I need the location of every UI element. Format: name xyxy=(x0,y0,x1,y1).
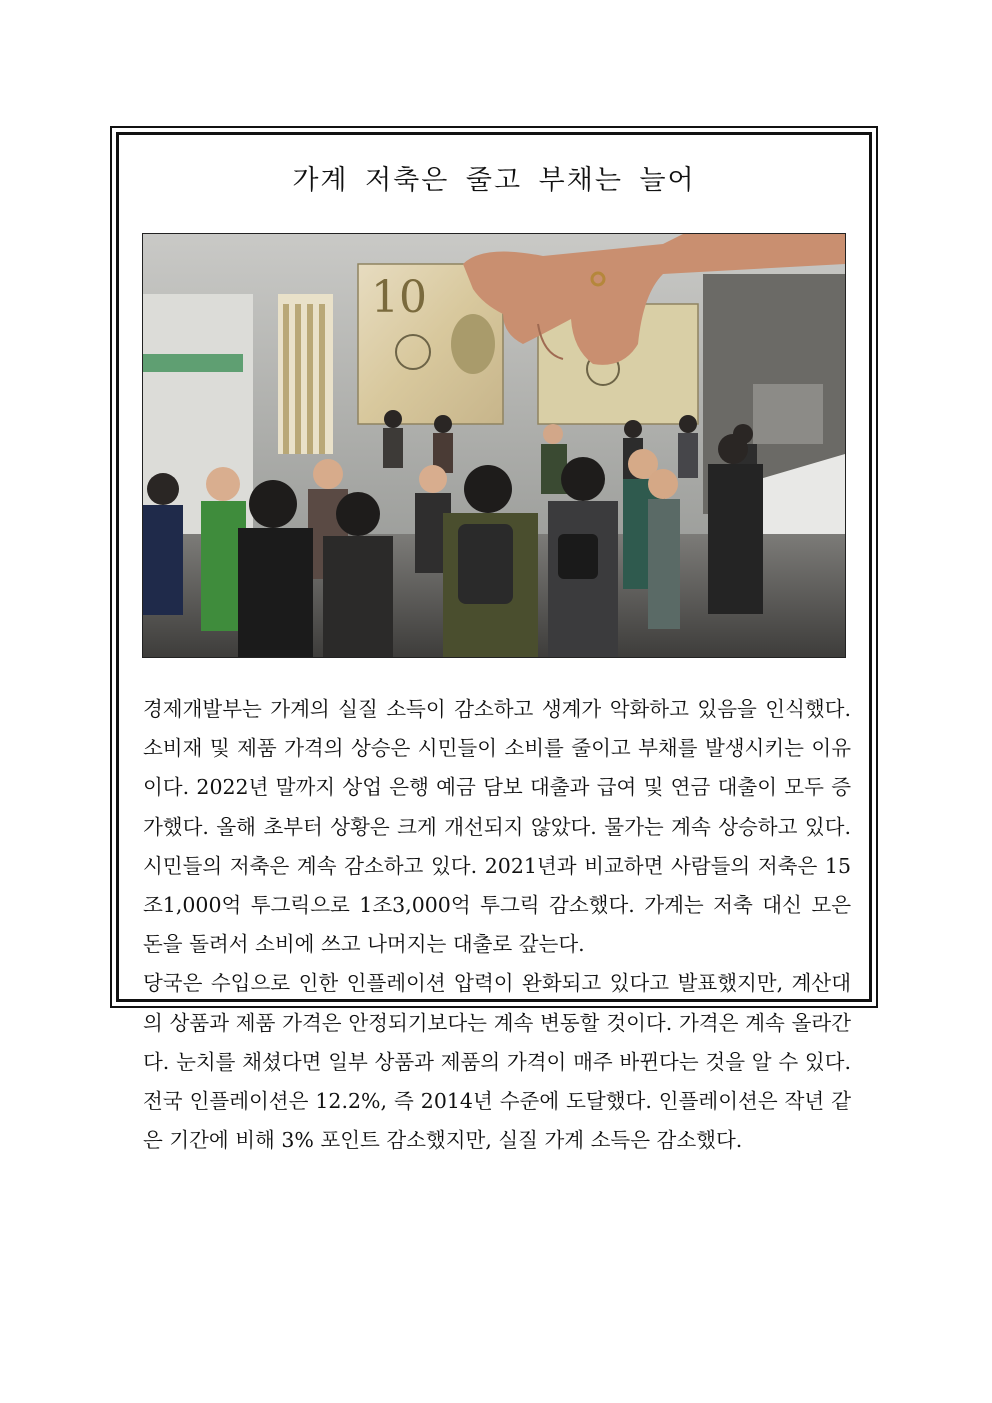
article-body xyxy=(143,690,851,1160)
banknote-denomination: 10 xyxy=(371,272,427,323)
article-title: 가계 저축은 줄고 부채는 늘어 xyxy=(292,165,696,196)
money-and-crowd-photo-illustration xyxy=(143,234,845,657)
article-paragraph-1: 경제개발부는 가계의 실질 소득이 감소하고 생계가 악화하고 있음을 인식했다. 소비재 및 제품 가격의 상승은 시민들이 소비를 줄이고 부채를 발생시키는 이유이다. 2022년 말까지 상업 은행 예금 담보 대출과 급여 및 연금 대출이 모두 증가했다. 올해 초부터 상황은 크게 개선되지 않았다. 물가는 계속 상승하고 있다. 시민들의 저축은 계속 감소하고 있다. 2021년과 비교하면 사람들의 저축은 15조1,000억 투그릭으로 1조3,000억 투그릭 감소했다. 가계는 저축 대신 모은 돈을 돌려서 소비에 쓰고 나머지는 대출로 갚는다. xyxy=(143,697,851,957)
article-paragraph-2: 당국은 수입으로 인한 인플레이션 압력이 완화되고 있다고 발표했지만, 계산대의 상품과 제품 가격은 안정되기보다는 계속 변동할 것이다. 가격은 계속 올라간다. 눈치를 채셨다면 일부 상품과 제품의 가격이 매주 바뀐다는 것을 알 수 있다. 전국 인플레이션은 12.2%, 즉 2014년 수준에 도달했다. 인플레이션은 작년 같은 기간에 비해 3% 포인트 감소했지만, 실질 가계 소득은 감소했다. xyxy=(143,971,851,1153)
article-photo xyxy=(142,233,846,658)
money-stack-icon xyxy=(278,294,333,454)
